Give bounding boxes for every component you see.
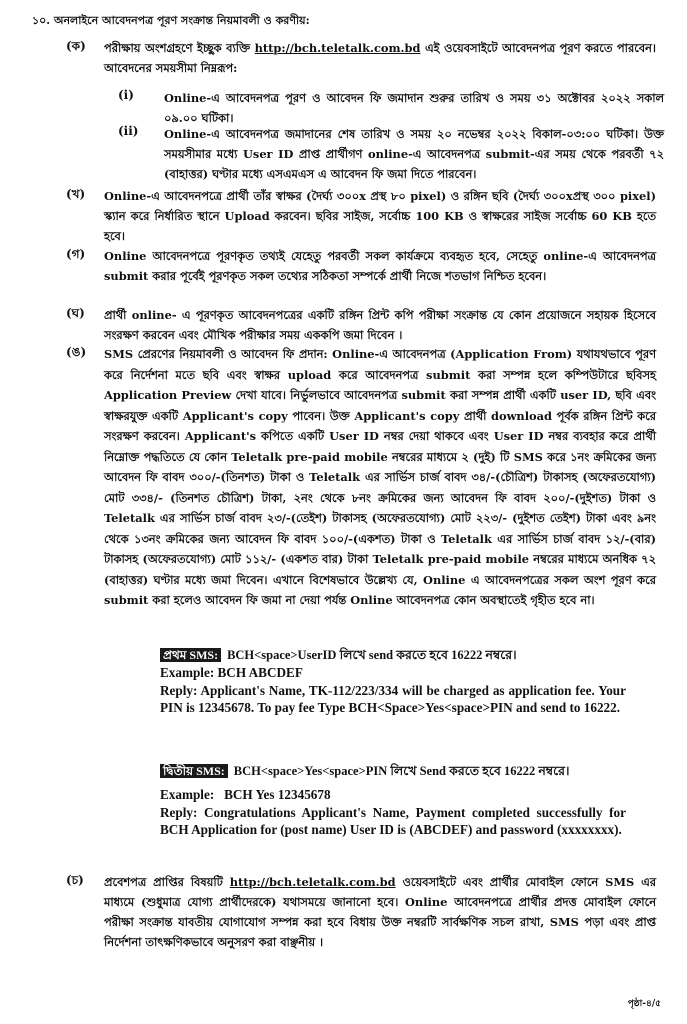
- item-text-part: পরীক্ষায় অংশগ্রহণে ইচ্ছুক ব্যক্তি: [104, 41, 255, 55]
- page-number: পৃষ্ঠা-৪/৫: [627, 999, 661, 1009]
- item-text: [104, 38, 656, 78]
- item-marker: (ক): [66, 39, 86, 53]
- subitem-text: Online-এ আবেদনপত্র পূরণ ও আবেদন ফি জমাদান শুরুর তারিখ ও সময় ৩১ অক্টোবর ২০২২ সকাল ০৯.০০ ঘটিকা।: [164, 91, 664, 125]
- item-text: Online-এ আবেদনপত্রে প্রার্থী তাঁর স্বাক্ষর (দৈর্ঘ্য ৩০০x প্রস্থ ৮০ pixel) ও রঙ্গিন ছবি (দৈর্ঘ্য ৩০০xপ্রস্থ ৩০০ pixel) স্ক্যান করে নির্ধারিত স্থানে Upload করবেন। ছবির সাইজ, সর্বোচ্চ 100 KB ও স্বাক্ষরের সাইজ সর্বোচ্চ 60 KB হতে হবে।: [104, 189, 656, 243]
- section-heading: ১০. অনলাইনে আবেদনপত্র পূরণ সংক্রান্ত নিয়মাবলী ও করণীয়:: [32, 14, 310, 27]
- sms-instruction: [160, 646, 626, 664]
- item-marker: (গ): [66, 247, 86, 261]
- sms-second-block: [160, 762, 626, 839]
- subitem-ii: [118, 124, 664, 184]
- sms-instruction-text: BCH<space>UserID লিখে send করতে হবে 16222 নম্বরে।: [227, 648, 517, 662]
- sms-example-label: Example:: [160, 787, 215, 802]
- item-text-part: এই ওয়েবসাইটে আবেদনপত্র পূরণ করতে পারবেন। আবেদনের সময়সীমা নিম্নরূপ:: [104, 41, 656, 75]
- sms-example: [160, 786, 626, 804]
- sms-first-block: [160, 646, 626, 717]
- item-text-part: প্রবেশপত্র প্রাপ্তির বিষয়টি: [104, 875, 230, 889]
- sms-example: Example: BCH ABCDEF: [160, 665, 303, 680]
- item-text-part: ওয়েবসাইটে এবং প্রার্থীর মোবাইল ফোনে SMS এর মাধ্যমে (শুধুমাত্র যোগ্য প্রার্থীদেরকে) যথাসময়ে জানানো হবে। Online আবেদনপত্রে প্রার্থীর প্রদত্ত মোবাইল ফোনে পরীক্ষা সংক্রান্ত যাবতীয় যোগাযোগ সম্পন্ন করা হবে বিধায় উক্ত নম্বরটি সার্বক্ষণিক সচল রাখা, SMS পড়া এবং প্রাপ্ত নির্দেশনা তাৎক্ষণিকভাবে অনুসরণ করা বাঞ্ছনীয় ।: [104, 875, 657, 949]
- website-link[interactable]: http://bch.teletalk.com.bd: [229, 875, 396, 889]
- sms-reply: Reply: Applicant's Name, TK-112/223/334 will be charged as application fee. Your PIN is 12345678. To pay fee Type BCH<Space>Yes<space>PIN and send to 16222.: [160, 682, 626, 715]
- item-text: Online আবেদনপত্রে পূরণকৃত তথ্যই যেহেতু পরবর্তী সকল কার্যক্রমে ব্যবহৃত হবে, সেহেতু online-এ আবেদনপত্র submit করার পূর্বেই পূরণকৃত সকল তথ্যের সঠিকতা সম্পর্কে প্রার্থী নিজে শতভাগ নিশ্চিত হবেন।: [104, 249, 656, 283]
- item-text: [104, 872, 656, 952]
- item-text: প্রার্থী online- এ পূরণকৃত আবেদনপত্রের একটি রঙ্গিন প্রিন্ট কপি পরীক্ষা সংক্রান্ত যে কোন প্রয়োজনে সহায়ক হিসেবে সংরক্ষণ করবেন এবং মৌখিক পরীক্ষার সময় এককপি জমা দিবেন ।: [104, 308, 656, 342]
- subitem-i: [118, 88, 664, 128]
- sms-instruction: [160, 762, 626, 780]
- subitem-text: Online-এ আবেদনপত্র জমাদানের শেষ তারিখ ও সময় ২০ নভেম্বর ২০২২ বিকাল-০৩:০০ ঘটিকা। উক্ত সময়সীমার মধ্যে User ID প্রাপ্ত প্রার্থীগণ online-এ আবেদনপত্র submit-এর সময় থেকে পরবর্তী ৭২ (বাহাত্তর) ঘণ্টার মধ্যে এসএমএস এ আবেদন ফি জমা দিতে পারবেন।: [164, 127, 664, 181]
- sms-instruction-text: BCH<space>Yes<space>PIN লিখে Send করতে হবে 16222 নম্বরে।: [233, 764, 570, 778]
- subitem-marker: (ii): [118, 124, 139, 138]
- subitem-marker: (i): [118, 88, 134, 102]
- item-text: SMS প্রেরণের নিয়মাবলী ও আবেদন ফি প্রদান: Online-এ আবেদনপত্র (Application From) যথাযথভাবে পূরণ করে নির্দেশনা মতে ছবি এবং স্বাক্ষর upload করে আবেদনপত্র submit করা সম্পন্ন হলে কম্পিউটারে ছবিসহ Application Preview দেখা যাবে। নির্ভুলভাবে আবেদনপত্র submit করা সম্পন্ন প্রার্থী একটি user ID, ছবি এবং স্বাক্ষরযুক্ত একটি Applicant's copy পাবেন। উক্ত Applicant's copy প্রার্থী download পূর্বক রঙ্গিন প্রিন্ট করে সংরক্ষণ করবেন। Applicant's কপিতে একটি User ID নম্বর দেয়া থাকবে এবং User ID নম্বর ব্যবহার করে প্রার্থী নিম্নোক্ত পদ্ধতিতে যে কোন Teletalk pre-paid mobile নম্বরের মাধ্যমে ২ (দুই) টি SMS করে ১নং ক্রমিকের জন্য আবেদন ফি বাবদ ৩০০/-(তিনশত) টাকা ও Teletalk এর সার্ভিস চার্জ বাবদ ৩৪/-(চৌত্রিশ) টাকাসহ (অফেরতযোগ্য) মোট ৩৩৪/- (তিনশত চৌত্রিশ) টাকা, ২নং থেকে ৮নং ক্রমিকের জন্য আবেদন ফি বাবদ ২০০/-(দুইশত) টাকা ও Teletalk এর সার্ভিস চার্জ বাবদ ২৩/-(তেইশ) টাকাসহ (অফেরতযোগ্য) মোট ২২৩/- (দুইশত তেইশ) টাকা এবং ৯নং থেকে ১৩নং ক্রমিকের জন্য আবেদন ফি বাবদ ১০০/-(একশত) টাকা ও Teletalk এর সার্ভিস চার্জ বাবদ ১২/-(বার) টাকাসহ (অফেরতযোগ্য) মোট ১১২/- (একশত বার) টাকা Teletalk pre-paid mobile নম্বরের মাধ্যমে অনধিক ৭২ (বাহাত্তর) ঘণ্টার মধ্যে জমা দিবেন। এখানে বিশেষভাবে উল্লেখ্য যে, Online এ আবেদনপত্রের সকল অংশ পূরণ করে submit করা হলেও আবেদন ফি জমা না দেয়া পর্যন্ত Online আবেদনপত্র কোন অবস্থাতেই গৃহীত হবে না।: [104, 347, 656, 607]
- item-marker: (খ): [66, 187, 86, 201]
- sms-tag: দ্বিতীয় SMS:: [160, 764, 228, 778]
- item-marker: (ঘ): [66, 306, 85, 320]
- sms-tag: প্রথম SMS:: [160, 648, 221, 662]
- sms-example-value: BCH Yes 12345678: [224, 787, 331, 802]
- sms-reply: Reply: Congratulations Applicant's Name, Payment completed successfully for BCH Application for (post name) User ID is (ABCDEF) and password (xxxxxxxx).: [160, 804, 626, 837]
- website-link[interactable]: http://bch.teletalk.com.bd: [254, 41, 421, 55]
- item-marker: (চ): [66, 873, 84, 887]
- item-marker: (ঙ): [66, 345, 87, 359]
